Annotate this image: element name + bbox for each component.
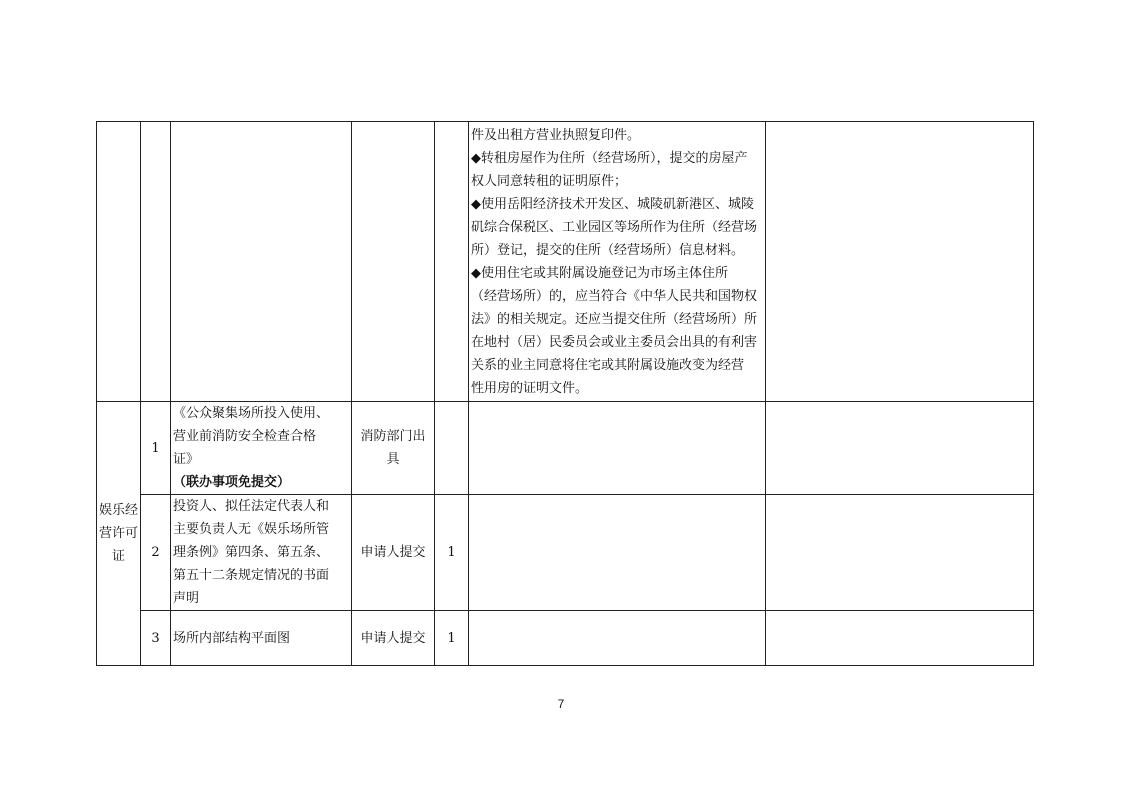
requirements-cell [469,402,766,495]
remarks-cell [766,495,1034,611]
table-row [97,402,1034,495]
row-number: 2 [141,495,171,611]
material-name-cell [171,402,352,495]
requirement-line: 在地村（居）民委员会或业主委员会出具的有利害 [471,334,758,350]
cell-no-cont [141,122,171,402]
continued-row [97,122,1034,402]
requirement-line: ◆使用岳阳经济技术开发区、城陵矶新港区、城陵 [471,196,754,212]
material-note: （联办事项免提交） [173,475,291,490]
remarks-cell [766,611,1034,666]
requirement-line: 矶综合保税区、工业园区等场所作为住所（经营场 [471,219,758,235]
requirement-line: 法》的相关规定。还应当提交住所（经营场所）所 [471,311,758,327]
requirement-line: 所）登记，提交的住所（经营场所）信息材料。 [471,242,745,258]
material-line: 声明 [173,591,200,606]
cell-material-cont [171,122,352,402]
material-name-cell [171,495,352,611]
row-number: 3 [141,611,171,666]
license-name-line: 营许可 [99,526,139,541]
table-row [97,495,1034,611]
source-line: 具 [386,452,400,467]
material-line: 理条例》第四条、第五条、 [173,545,330,560]
material-line: 场所内部结构平面图 [173,630,291,646]
copies-cell: 1 [435,495,469,611]
license-name-line: 证 [111,549,125,564]
table-row [97,611,1034,666]
source-line: 消防部门出 [360,429,426,444]
material-line: 第五十二条规定情况的书面 [173,568,330,583]
requirement-line: ◆使用住宅或其附属设施登记为市场主体住所 [471,265,728,281]
material-name-cell [171,611,352,666]
source-cell [352,402,435,495]
page-number: 7 [557,697,565,711]
requirement-line: 性用房的证明文件。 [471,380,589,396]
row-number: 1 [141,402,171,495]
requirements-cell [469,495,766,611]
license-name-cell [97,402,141,666]
copies-cell: 1 [435,611,469,666]
copies-cell [435,402,469,495]
source-cell [352,495,435,611]
materials-table [96,121,1034,666]
material-line: 营业前消防安全检查合格 [173,429,317,444]
source-line: 申请人提交 [360,630,426,646]
remarks-cell [766,402,1034,495]
material-line: 证》 [173,452,200,467]
requirement-line: （经营场所）的，应当符合《中华人民共和国物权 [471,288,758,304]
requirement-line: ◆转租房屋作为住所（经营场所），提交的房屋产 [471,150,748,166]
source-cell [352,611,435,666]
source-line: 申请人提交 [360,545,426,560]
cell-remarks-cont [766,122,1034,402]
material-line: 《公众聚集场所投入使用、 [173,406,330,421]
requirements-cell [469,611,766,666]
requirement-line: 权人同意转租的证明原件； [471,173,628,189]
requirement-line: 关系的业主同意将住宅或其附属设施改变为经营 [471,357,745,373]
material-line: 投资人、拟任法定代表人和 [173,499,330,514]
requirement-line: 件及出租方营业执照复印件。 [471,127,641,143]
license-name-line: 娱乐经 [99,503,139,518]
cell-requirements-cont [469,122,766,402]
material-line: 主要负责人无《娱乐场所管 [173,522,330,537]
cell-copies-cont [435,122,469,402]
cell-source-cont [352,122,435,402]
cell-license-cont [97,122,141,402]
